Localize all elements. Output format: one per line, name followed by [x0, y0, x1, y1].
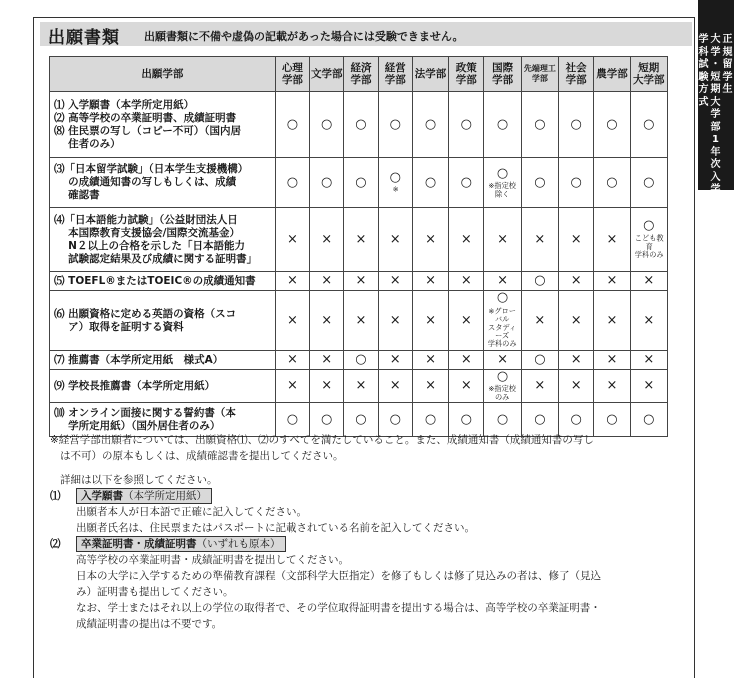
document-item-label: ⑺ 推薦書（本学所定用紙 様式A） [50, 351, 276, 370]
requirement-mark: × [643, 378, 655, 393]
header-col-10: 短期 大学部 [630, 57, 667, 92]
requirement-mark: ○ [534, 411, 546, 427]
requirement-cell [378, 272, 412, 291]
requirement-mark: ○ [570, 174, 582, 190]
header-col-5: 政策 学部 [449, 57, 484, 92]
requirement-cell [344, 208, 378, 272]
requirement-mark: × [389, 273, 401, 288]
requirement-mark: ○ [534, 273, 546, 288]
requirement-mark: × [460, 312, 472, 328]
requirement-mark: × [389, 231, 401, 247]
requirement-cell [594, 272, 630, 291]
document-item-label: ⑸ TOEFL®またはTOEIC®の成績通知書 [50, 272, 276, 291]
requirement-mark: ○ [534, 174, 546, 190]
requirement-cell [412, 351, 448, 370]
requirement-cell [521, 291, 558, 351]
header-col-3: 経営 学部 [378, 57, 412, 92]
requirement-cell [630, 291, 667, 351]
requirement-note: ※グローバル スタディーズ 学科のみ [488, 307, 517, 348]
requirement-cell [521, 370, 558, 403]
requirement-cell [378, 370, 412, 403]
section-1-heading [50, 488, 680, 504]
asterisk-note: ※経営学部出願者については、出願資格⑴、⑵のすべてを満たしていること。また、成績通知書（成績通知書の写し [50, 434, 594, 446]
section-1-title-box [76, 488, 212, 504]
header-col-0: 心理 学部 [275, 57, 309, 92]
header-col-6: 国際 学部 [484, 57, 521, 92]
requirement-mark: ○ [643, 411, 655, 427]
requirement-mark: × [286, 231, 298, 247]
section-2-heading [50, 536, 680, 552]
requirement-cell [594, 208, 630, 272]
requirement-mark: × [460, 273, 472, 288]
document-item-label: ⑴ 入学願書（本学所定用紙） ⑵ 高等学校の卒業証明書、成績証明書 ⑻ 住民票の写し（コピー不可）（国内居 住者のみ） [50, 92, 276, 158]
requirement-cell [275, 158, 309, 208]
requirement-cell [275, 272, 309, 291]
asterisk-note-cont: は不可）の原本もしくは、成績確認書を提出してください。 [60, 450, 344, 462]
requirement-cell [412, 208, 448, 272]
requirement-footnote-mark: ※ [392, 185, 399, 194]
requirement-mark: ○ [389, 170, 401, 185]
requirement-cell [344, 351, 378, 370]
requirement-mark: × [425, 231, 436, 247]
requirement-cell [594, 291, 630, 351]
requirement-mark: × [425, 378, 436, 393]
table-row [50, 208, 668, 272]
section-subtitle: 出願書類に不備や虚偽の記載があった場合には受験できません。 [144, 30, 464, 43]
requirement-cell [484, 208, 521, 272]
requirement-cell [310, 208, 344, 272]
requirement-mark: × [570, 273, 582, 288]
requirement-cell [559, 370, 594, 403]
requirement-mark: × [389, 352, 401, 367]
table-row [50, 291, 668, 351]
requirement-cell [310, 291, 344, 351]
document-item-label: ⑼ 学校長推薦書（本学所定用紙） [50, 370, 276, 403]
table-row [50, 370, 668, 403]
requirement-mark: ○ [286, 411, 299, 427]
requirement-mark: ○ [496, 116, 509, 132]
table-row [50, 158, 668, 208]
requirement-mark: × [570, 378, 582, 393]
requirement-mark: × [643, 312, 655, 328]
requirement-mark: ○ [424, 174, 437, 190]
section-2-line-4: なお、学士またはそれ以上の学位の取得者で、その学位取得証明書を提出する場合は、高等学校の卒業証明書・ [76, 602, 601, 614]
requirement-mark: × [534, 231, 546, 247]
requirement-mark: ○ [496, 369, 509, 384]
requirement-cell [484, 351, 521, 370]
requirement-mark: × [425, 273, 436, 288]
requirement-mark: ○ [355, 352, 367, 367]
requirement-mark: × [460, 352, 472, 367]
header-col-8: 社会 学部 [559, 57, 594, 92]
requirement-mark: × [355, 273, 367, 288]
requirement-mark: ○ [321, 116, 333, 132]
requirement-mark: × [570, 231, 582, 247]
requirement-mark: × [286, 378, 298, 393]
documents-table [49, 56, 668, 437]
requirement-cell [310, 370, 344, 403]
section-2-paren: （いずれも原本） [196, 538, 281, 550]
requirement-cell [412, 291, 448, 351]
requirement-mark: × [321, 352, 333, 367]
requirement-mark: ○ [496, 411, 509, 427]
requirement-cell [378, 291, 412, 351]
requirement-cell [630, 351, 667, 370]
requirement-cell [484, 272, 521, 291]
requirement-cell [521, 92, 558, 158]
requirement-mark: ○ [534, 352, 546, 367]
requirement-mark: ○ [643, 174, 655, 190]
requirement-mark: ○ [606, 116, 618, 132]
requirement-mark: × [321, 273, 333, 288]
requirement-mark: ○ [321, 174, 333, 190]
requirement-cell [559, 351, 594, 370]
requirement-mark: ○ [570, 411, 582, 427]
header-col-9: 農学部 [594, 57, 630, 92]
requirement-mark: × [606, 352, 618, 367]
requirement-cell [449, 92, 484, 158]
requirement-cell [310, 158, 344, 208]
section-2-line-2: 日本の大学に入学するための準備教育課程（文部科学大臣指定）を修了もしくは修了見込みの者は、修了（見込 [76, 570, 601, 582]
document-item-label: ⑽ オンライン面接に関する誓約書（本 学所定用紙）（国外居住者のみ） [50, 403, 276, 437]
requirement-cell [412, 370, 448, 403]
requirement-cell [310, 351, 344, 370]
requirement-cell [594, 351, 630, 370]
requirement-cell [521, 351, 558, 370]
requirement-cell [484, 370, 521, 403]
requirement-mark: ○ [534, 116, 546, 132]
requirement-mark: × [534, 378, 546, 393]
side-tab-line-3: 学 科 試 験 方 式 [698, 34, 709, 108]
requirement-cell [521, 158, 558, 208]
document-item-label: ⑶「日本留学試験」（日本学生支援機構） の成績通知書の写しもしくは、成績 確認書 [50, 158, 276, 208]
section-1-line-2: 出願者氏名は、住民票またはパスポートに記載されている名前を記入してください。 [76, 522, 475, 534]
requirement-mark: ○ [496, 165, 509, 181]
requirement-cell [344, 158, 378, 208]
section-1-paren: （本学所定用紙） [123, 490, 207, 502]
requirement-mark: ○ [606, 174, 618, 190]
section-2-line-3: み）証明書も提出してください。 [76, 586, 234, 598]
document-item-label: ⑷「日本語能力試験」（公益財団法人日 本国際教育支援協会/国際交流基金） N２以上の合格を示した「日本語能力 試験認定結果及び成績に関する証明書」 [50, 208, 276, 272]
requirement-mark: ○ [643, 116, 655, 132]
requirement-cell [344, 291, 378, 351]
requirement-mark: × [460, 231, 472, 247]
section-2-line-1: 高等学校の卒業証明書・成績証明書を提出してください。 [76, 554, 349, 566]
table-body [50, 92, 668, 437]
requirement-mark: × [497, 273, 509, 288]
requirement-cell [630, 208, 667, 272]
requirement-mark: × [355, 231, 367, 247]
requirement-mark: × [321, 231, 333, 247]
requirement-mark: × [389, 312, 401, 328]
requirement-cell [630, 370, 667, 403]
requirement-mark: ○ [424, 411, 437, 427]
requirement-cell [594, 370, 630, 403]
requirement-cell [310, 272, 344, 291]
requirement-mark: ○ [286, 174, 299, 190]
requirement-cell [559, 272, 594, 291]
requirement-mark: × [643, 352, 655, 367]
requirement-cell [378, 208, 412, 272]
requirement-mark: × [643, 273, 655, 288]
requirement-cell [630, 272, 667, 291]
requirement-mark: × [286, 273, 298, 288]
requirement-mark: × [321, 378, 333, 393]
requirement-mark: × [286, 352, 298, 367]
requirement-mark: ○ [460, 174, 472, 190]
requirement-mark: ○ [355, 116, 367, 132]
section-1-number: ⑴ [50, 490, 61, 502]
side-category-tab [698, 0, 734, 195]
requirement-mark: × [606, 378, 618, 393]
requirement-note: こども教育 学科のみ [634, 234, 664, 259]
requirement-mark: × [355, 378, 367, 393]
requirement-cell [484, 291, 521, 351]
table-row [50, 92, 668, 158]
requirement-mark: ○ [460, 116, 472, 132]
requirement-cell [449, 351, 484, 370]
requirement-mark: × [606, 231, 618, 247]
requirement-cell [521, 208, 558, 272]
requirement-mark: ○ [606, 411, 618, 427]
header-col-1: 文学部 [310, 57, 344, 92]
requirement-cell [484, 92, 521, 158]
requirement-cell [344, 92, 378, 158]
requirement-cell [449, 272, 484, 291]
requirement-mark: × [606, 312, 618, 328]
side-tab-line-2: 大 学 ・ 短 期 大 学 部 1 年 次 入 学 [710, 34, 721, 195]
section-2-title-box [76, 536, 286, 552]
requirement-cell [378, 158, 412, 208]
requirement-mark: ○ [570, 116, 582, 132]
requirement-mark: × [497, 352, 509, 367]
requirement-mark: ○ [389, 411, 401, 427]
requirement-mark: ○ [424, 116, 437, 132]
requirement-cell [310, 92, 344, 158]
requirement-mark: ○ [321, 411, 333, 427]
requirement-mark: ○ [460, 411, 472, 427]
requirement-cell [412, 158, 448, 208]
requirement-mark: × [286, 312, 298, 328]
requirement-cell [412, 92, 448, 158]
requirement-mark: × [425, 352, 436, 367]
section-1-title: 入学願書 [81, 490, 123, 502]
requirement-cell [412, 272, 448, 291]
section-1-line-1: 出願者本人が日本語で正確に記入してください。 [76, 506, 307, 518]
requirement-cell [378, 92, 412, 158]
requirement-mark: ○ [286, 116, 299, 132]
requirement-mark: × [460, 378, 472, 393]
requirement-mark: ○ [389, 116, 401, 132]
section-title: 出願書類 [48, 28, 120, 48]
requirement-cell [559, 158, 594, 208]
requirement-cell [559, 208, 594, 272]
requirement-cell [275, 351, 309, 370]
requirement-note: ※指定校のみ [488, 384, 517, 402]
section-2-number: ⑵ [50, 538, 61, 550]
requirement-mark: × [321, 312, 333, 328]
requirement-mark: × [425, 312, 436, 328]
requirement-mark: × [570, 352, 582, 367]
requirement-mark: ○ [643, 218, 655, 233]
requirement-cell [275, 291, 309, 351]
requirement-mark: × [534, 312, 546, 328]
header-col-4: 法学部 [412, 57, 448, 92]
table-row [50, 351, 668, 370]
requirement-cell [275, 370, 309, 403]
requirement-cell [275, 92, 309, 158]
requirement-note: ※指定校除く [488, 181, 517, 198]
requirement-cell [344, 370, 378, 403]
notes-section [50, 432, 680, 632]
detail-intro: 詳細は以下を参照してください。 [60, 474, 218, 486]
requirement-cell [484, 158, 521, 208]
requirement-mark: × [606, 273, 618, 288]
requirement-cell [521, 272, 558, 291]
requirement-mark: × [389, 378, 401, 393]
header-col-2: 経済 学部 [344, 57, 378, 92]
requirement-cell [449, 158, 484, 208]
requirement-mark: ○ [355, 411, 367, 427]
requirement-mark: ○ [355, 174, 367, 190]
requirement-mark: × [355, 312, 367, 328]
requirement-cell [594, 92, 630, 158]
section-header [40, 22, 692, 46]
section-2-line-5: 成績証明書の提出は不要です。 [76, 618, 223, 630]
header-col-7: 先端理工 学部 [521, 57, 558, 92]
requirement-mark: × [570, 312, 582, 328]
requirement-cell [449, 208, 484, 272]
section-2-title: 卒業証明書・成績証明書 [81, 538, 197, 550]
requirement-cell [344, 272, 378, 291]
side-tab-line-1: 正 規 留 学 生 [722, 34, 733, 95]
requirement-cell [449, 370, 484, 403]
table-row [50, 272, 668, 291]
document-item-label: ⑹ 出願資格に定める英語の資格（スコ ア）取得を証明する資料 [50, 291, 276, 351]
requirement-cell [449, 291, 484, 351]
table-header-row [50, 57, 668, 92]
requirement-cell [630, 158, 667, 208]
requirement-mark: ○ [496, 290, 509, 305]
requirement-cell [594, 158, 630, 208]
requirement-cell [378, 351, 412, 370]
requirement-mark: × [497, 231, 509, 247]
header-faculty-label: 出願学部 [50, 57, 276, 92]
requirement-cell [559, 92, 594, 158]
requirement-cell [275, 208, 309, 272]
requirement-cell [630, 92, 667, 158]
requirement-cell [559, 291, 594, 351]
